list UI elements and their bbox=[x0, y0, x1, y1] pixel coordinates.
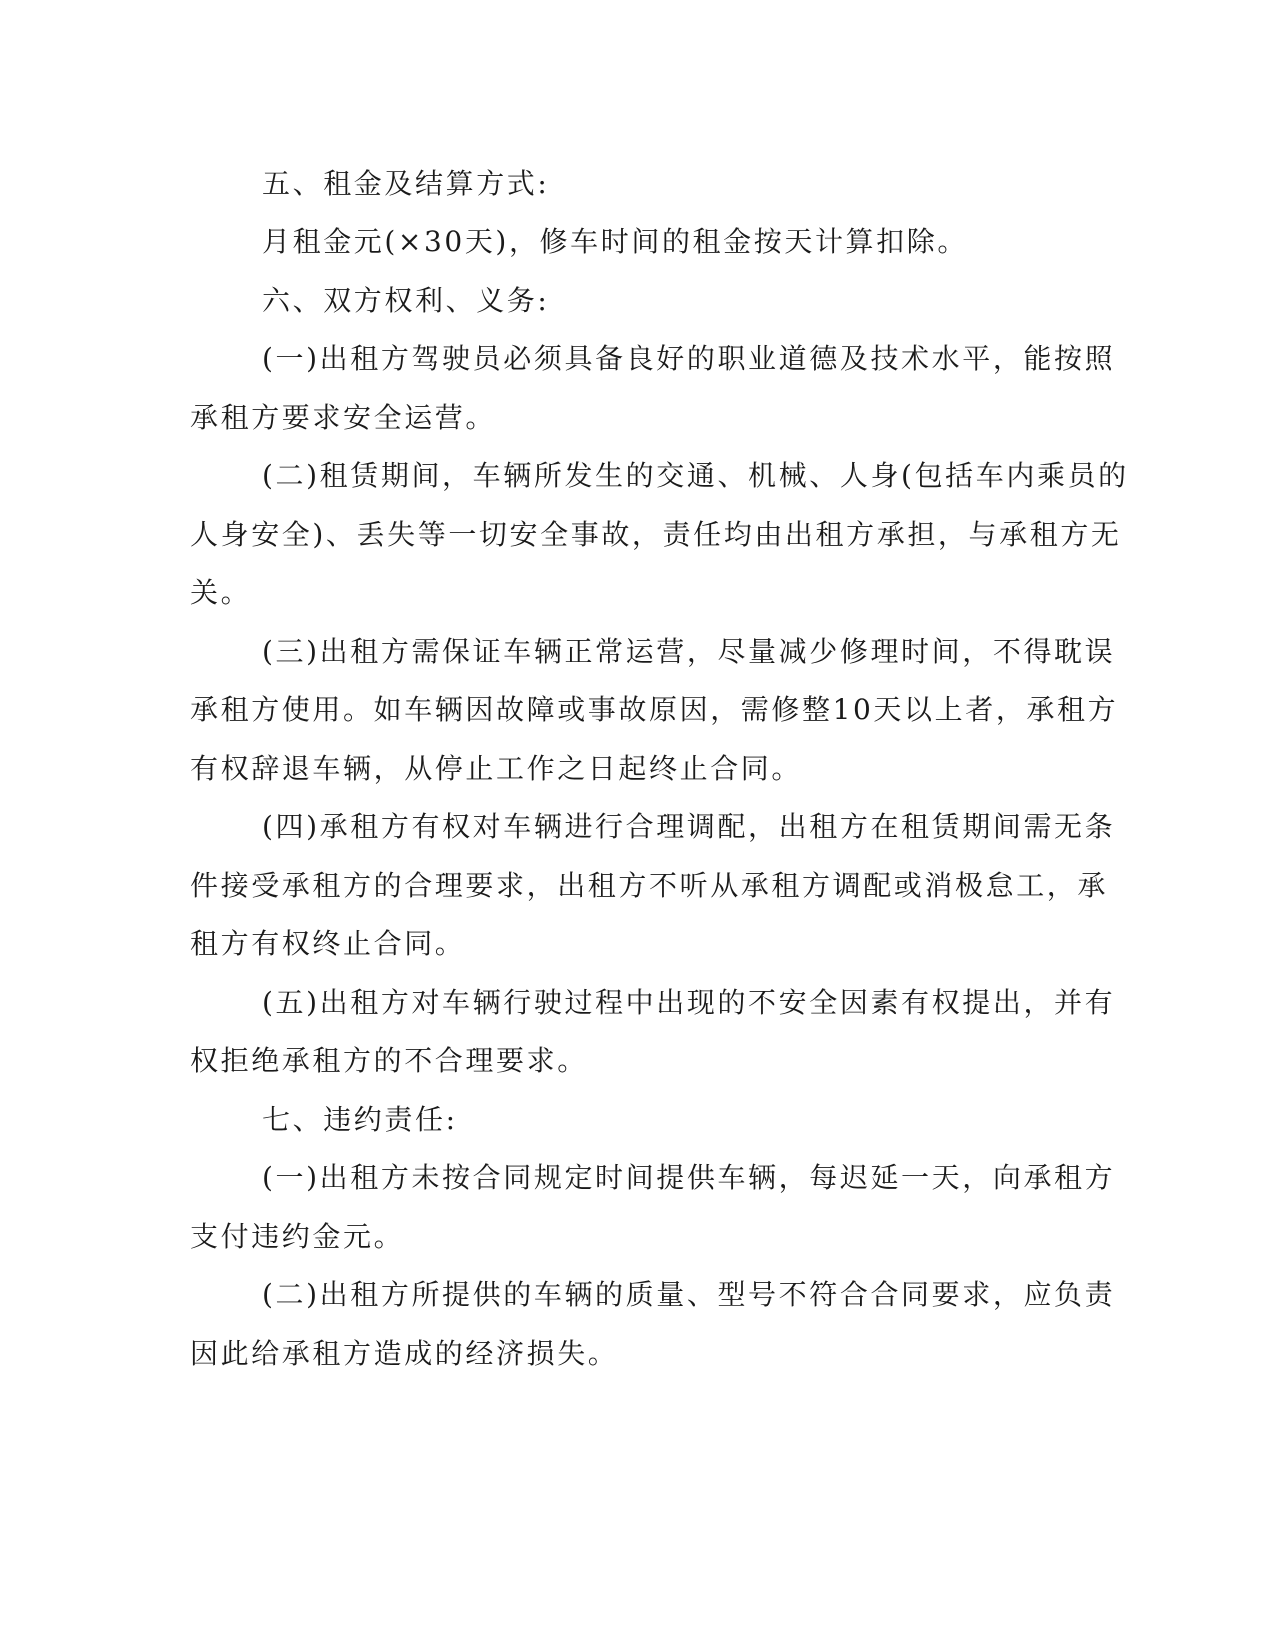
paragraph-line: 关。 bbox=[190, 576, 252, 609]
paragraph-line: 承租方使用。如车辆因故障或事故原因，需修整10天以上者，承租方 bbox=[190, 693, 1119, 726]
paragraph-line: (四)承租方有权对车辆进行合理调配，出租方在租赁期间需无条 bbox=[262, 810, 1116, 843]
paragraph-line: (二)出租方所提供的车辆的质量、型号不符合合同要求，应负责 bbox=[262, 1278, 1116, 1311]
paragraph-line: (一)出租方未按合同规定时间提供车辆，每迟延一天，向承租方 bbox=[262, 1161, 1116, 1194]
paragraph-line: 支付违约金元。 bbox=[190, 1220, 405, 1253]
paragraph-line: 有权辞退车辆，从停止工作之日起终止合同。 bbox=[190, 752, 803, 785]
paragraph-line: (五)出租方对车辆行驶过程中出现的不安全因素有权提出，并有 bbox=[262, 986, 1116, 1019]
paragraph-line: 人身安全)、丢失等一切安全事故，责任均由出租方承担，与承租方无 bbox=[190, 518, 1122, 551]
paragraph-line: 因此给承租方造成的经济损失。 bbox=[190, 1337, 619, 1370]
paragraph-line: 权拒绝承租方的不合理要求。 bbox=[190, 1044, 588, 1077]
paragraph-line: (二)租赁期间，车辆所发生的交通、机械、人身(包括车内乘员的 bbox=[262, 459, 1129, 492]
section-heading-rent: 五、租金及结算方式: bbox=[262, 167, 550, 200]
paragraph-line: 月租金元(×30天)，修车时间的租金按天计算扣除。 bbox=[262, 225, 968, 258]
paragraph-line: 承租方要求安全运营。 bbox=[190, 401, 497, 434]
section-heading-breach: 七、违约责任: bbox=[262, 1103, 458, 1136]
paragraph-line: 件接受承租方的合理要求，出租方不听从承租方调配或消极怠工，承 bbox=[190, 869, 1109, 902]
section-heading-rights: 六、双方权利、义务: bbox=[262, 284, 550, 317]
paragraph-line: (三)出租方需保证车辆正常运营，尽量减少修理时间，不得耽误 bbox=[262, 635, 1116, 668]
paragraph-line: 租方有权终止合同。 bbox=[190, 927, 466, 960]
paragraph-line: (一)出租方驾驶员必须具备良好的职业道德及技术水平，能按照 bbox=[262, 342, 1116, 375]
